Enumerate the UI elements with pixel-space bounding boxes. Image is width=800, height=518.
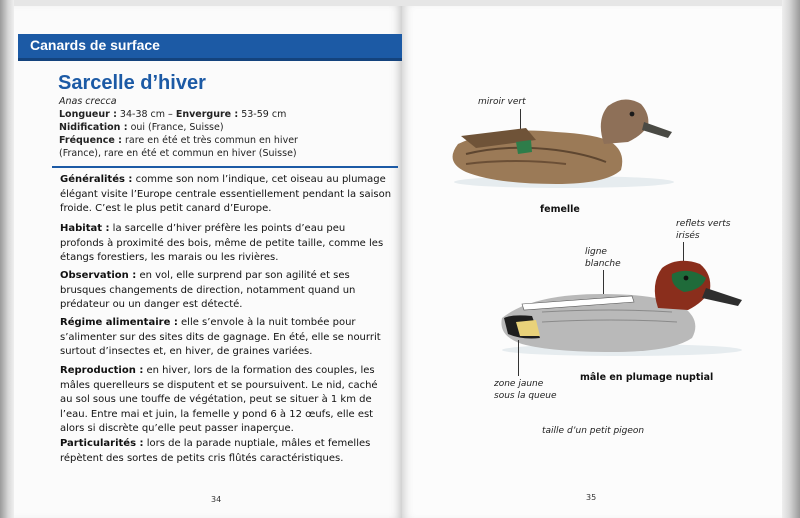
leader-line-yellow-zone (518, 340, 519, 376)
male-eye (684, 276, 689, 281)
section-text: elle s’envole à la nuit tombée pour s’alimenter sur des sites dits de gagnage. En été, elle se nourrit surtout d’insectes et, en hiver, de graines variées. (60, 317, 381, 357)
section-banner (18, 34, 402, 61)
nesting-info (59, 121, 389, 134)
section-heading: Observation : (60, 270, 137, 281)
section-banner-title: Canards de surface (30, 37, 160, 53)
section-reproduction (60, 364, 392, 437)
species-title: Sarcelle d’hiver (58, 72, 206, 94)
label-ligne-blanche: ligne blanche (585, 247, 621, 269)
frequency-label: Fréquence : (59, 135, 122, 146)
caption-female: femelle (540, 204, 580, 215)
female-teal-illustration (436, 92, 696, 192)
right-page-edges (782, 0, 800, 518)
latin-name: Anas crecca (59, 96, 117, 107)
section-particularites (60, 437, 392, 466)
male-teal-illustration (492, 256, 762, 360)
wingspan-label: Envergure : (175, 109, 239, 120)
female-head (601, 99, 649, 144)
length-value: 34-38 cm – (116, 109, 176, 120)
label-miroir-vert: miroir vert (478, 97, 526, 107)
female-green-speculum (516, 140, 532, 154)
wingspan-value: 53-59 cm (238, 109, 287, 120)
female-eye (630, 112, 635, 117)
nesting-value: oui (France, Suisse) (127, 122, 224, 133)
section-heading: Particularités : (60, 438, 144, 449)
left-page-edges (0, 0, 14, 518)
section-text: en hiver, lors de la formation des couples, les mâles querelleurs se disputent et se poursuivent. Le nid, caché au sol sous une touffe de végétation, peut se situer à 1 km de l’eau. Entre mai et juin, la femelle y pond 6 à 12 œufs, elle est alors si discrète qu’elle peut passer inaperçue. (60, 365, 378, 434)
male-yellow-undertail (516, 320, 540, 336)
length-label: Longueur : (59, 109, 117, 120)
size-note: taille d’un petit pigeon (542, 426, 645, 436)
section-text: comme son nom l’indique, cet oiseau au plumage élégant visite l’Europe centrale essentiellement pendant la saison froide. C’est le plus petit canard d’Europe. (60, 174, 392, 214)
section-heading: Reproduction : (60, 365, 144, 376)
section-regime-alimentaire (60, 316, 392, 360)
female-bill (642, 122, 672, 138)
section-text: lors de la parade nuptiale, mâles et femelles répètent des sortes de petits cris flûtés caractéristiques. (60, 438, 371, 464)
page-number-right: 35 (586, 493, 597, 502)
section-divider (52, 166, 398, 168)
section-heading: Habitat : (60, 223, 110, 234)
frequency-value: rare en été et très commun en hiver (France), rare en été et commun en hiver (Suisse) (59, 135, 298, 159)
male-bill (702, 288, 742, 306)
section-observation (60, 269, 392, 313)
label-reflets-verts: reflets verts irisés (676, 219, 731, 241)
frequency-info (59, 134, 329, 160)
page-number-left: 34 (211, 495, 222, 504)
section-text: la sarcelle d’hiver préfère les points d’eau peu profonds à proximité des bois, même de petite taille, comme les étangs forestiers, les marais ou les rivières. (60, 223, 384, 263)
caption-male: mâle en plumage nuptial (580, 372, 714, 383)
section-habitat (60, 222, 392, 266)
section-heading: Régime alimentaire : (60, 317, 178, 328)
size-info (59, 108, 389, 121)
section-generalites (60, 173, 392, 217)
section-heading: Généralités : (60, 174, 133, 185)
section-text: en vol, elle surprend par son agilité et ses brusques changements de direction, notamment quand un prédateur ou un danger est détecté. (60, 270, 356, 310)
nesting-label: Nidification : (59, 122, 128, 133)
label-zone-jaune: zone jaune sous la queue (494, 379, 557, 401)
